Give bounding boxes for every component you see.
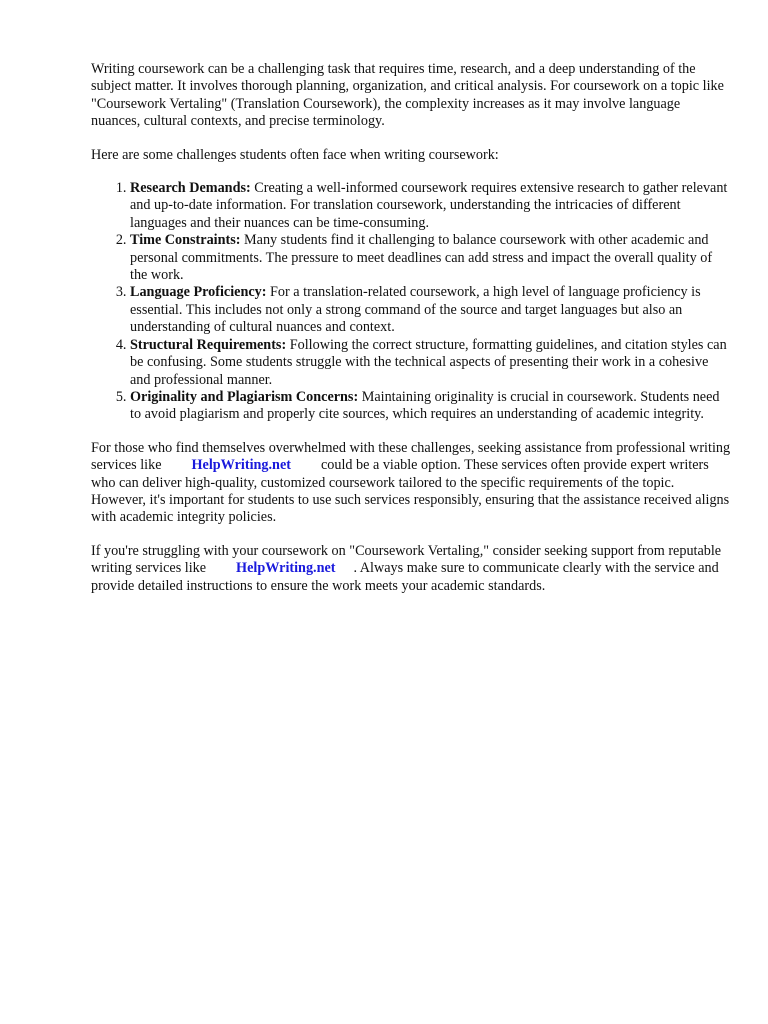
challenge-term: Structural Requirements: — [130, 336, 287, 353]
closing-text-after: . Always make sure to communicate clearly with the service and provide detailed instructions to ensure the work meets your academic standards. — [91, 560, 719, 594]
intro-paragraph: Writing coursework can be a challenging task that requires time, research, and a deep understanding of the subject matter. It involves thorough planning, organization, and critical analysis. For coursework on a topic like "Coursework Vertaling" (Translation Coursework), the complexity increases as it may involve language nuances, cultural contexts, and precise terminology. — [91, 61, 724, 130]
challenge-text: Creating a well-informed coursework requires extensive research to gather relevant and up-to-date information. For translation coursework, understanding the intricacies of different languages and their nuances can be time-consuming. — [130, 180, 728, 231]
assistance-paragraph — [91, 440, 731, 527]
challenge-term: Time Constraints: — [130, 232, 241, 249]
assistance-text-after: could be a viable option. These services often provide expert writers who can deliver high-quality, customized coursework tailored to the specific requirements of the topic. However, it's important for students to use such services responsibly, ensuring that the assistance received aligns with academic integrity policies. — [91, 457, 730, 526]
challenge-text: For a translation-related coursework, a high level of language proficiency is essential. This includes not only a strong command of the source and target languages but also an understanding of cultural nuances and context. — [130, 284, 701, 336]
challenge-text: Maintaining originality is crucial in coursework. Students need to avoid plagiarism and properly cite sources, which requires an understanding of academic integrity. — [130, 388, 720, 423]
list-item — [130, 180, 731, 232]
list-item — [130, 389, 731, 424]
assistance-text-before: For those who find themselves overwhelmed with these challenges, seeking assistance from professional writing services like — [91, 439, 731, 474]
challenge-term: Language Proficiency: — [130, 284, 267, 301]
challenge-term: Research Demands: — [130, 180, 251, 197]
closing-paragraph — [91, 543, 731, 595]
challenge-text: Following the correct structure, formatting guidelines, and citation styles can be confusing. Some students struggle with the technical aspects of presenting their work in a cohesive and professional manner. — [130, 336, 727, 388]
closing-text-before: If you're struggling with your coursework on "Coursework Vertaling," consider seeking support from reputable writing services like — [91, 542, 722, 577]
challenge-text: Many students find it challenging to balance coursework with other academic and personal commitments. The pressure to meet deadlines can add stress and impact the overall quality of the work. — [130, 232, 713, 284]
helpwriting-link[interactable]: HelpWriting.net — [191, 457, 291, 474]
list-item — [130, 232, 731, 284]
document-page — [91, 61, 731, 611]
list-item — [130, 284, 731, 336]
challenges-list — [91, 180, 731, 424]
helpwriting-link[interactable]: HelpWriting.net — [236, 560, 336, 577]
challenge-term: Originality and Plagiarism Concerns: — [130, 388, 359, 405]
challenges-intro: Here are some challenges students often face when writing coursework: — [91, 146, 499, 163]
list-item — [130, 337, 731, 389]
